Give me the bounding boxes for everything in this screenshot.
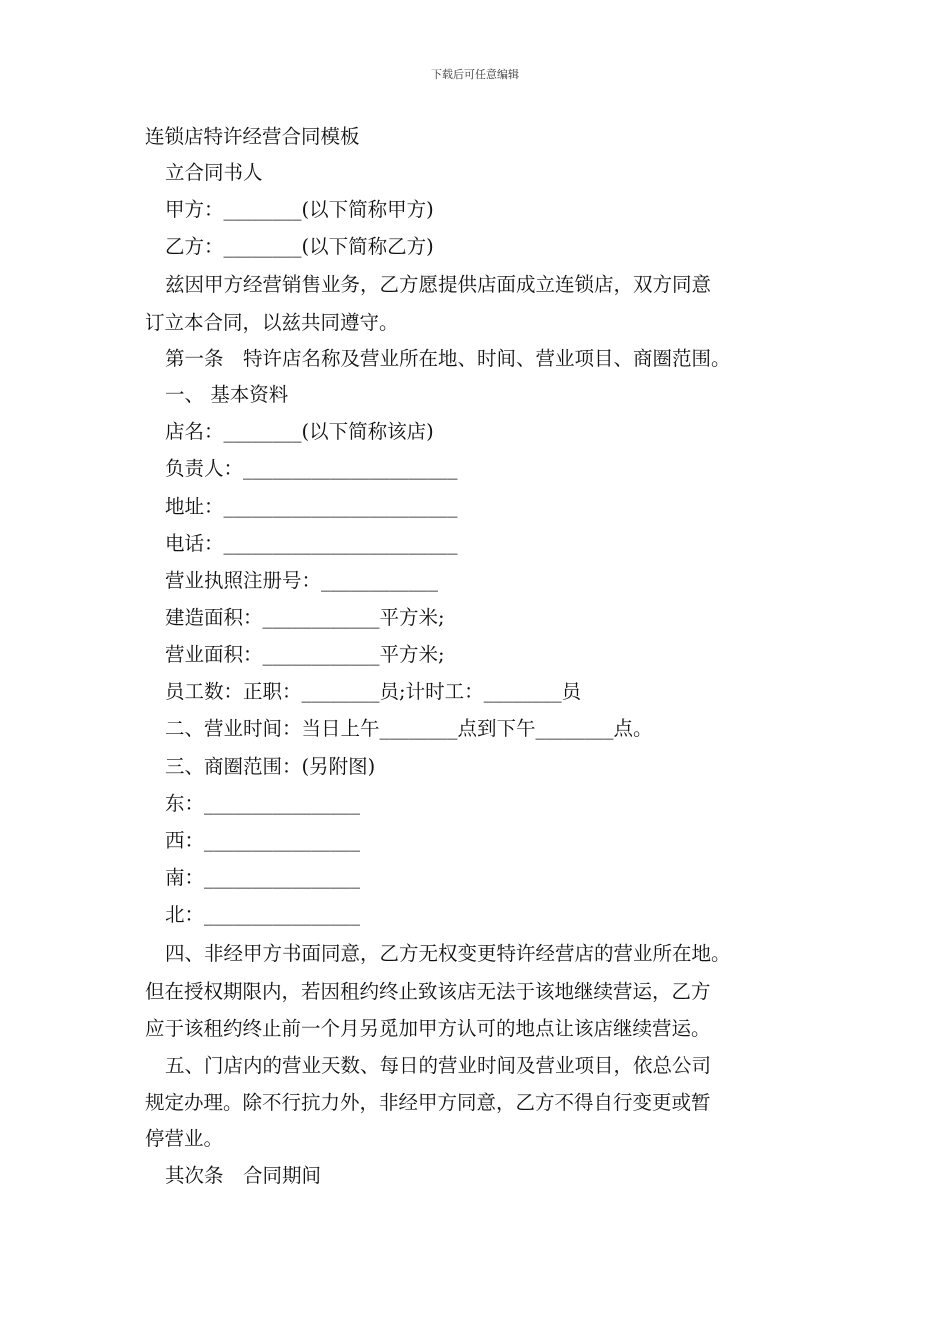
text-line: 应于该租约终止前一个月另觅加甲方认可的地点让该店继续营运。: [145, 1017, 711, 1040]
text-line: 订立本合同，以兹共同遵守。: [145, 311, 399, 334]
text-line: 西：________________: [165, 829, 361, 852]
text-line: 地址：________________________: [165, 495, 458, 518]
text-line: 三、商圈范围：(另附图): [165, 755, 376, 778]
text-line: 二、营业时间：当日上午________点到下午________点。: [165, 717, 653, 740]
text-line: 第一条 特许店名称及营业所在地、时间、营业项目、商圈范围。: [165, 347, 731, 370]
header-note: 下载后可任意编辑: [431, 68, 519, 81]
text-line: 立合同书人: [165, 161, 263, 184]
text-line: 四、非经甲方书面同意，乙方无权变更特许经营店的营业所在地。: [165, 942, 731, 965]
text-line: 营业执照注册号：____________: [165, 569, 439, 592]
text-line: 甲方：________(以下简称甲方): [165, 198, 434, 221]
text-line: 东：________________: [165, 792, 361, 815]
text-line: 乙方：________(以下简称乙方): [165, 235, 434, 258]
text-line: 但在授权期限内，若因租约终止致该店无法于该地继续营运，乙方: [145, 980, 711, 1003]
text-line: 员工数：正职：________员;计时工：________员: [165, 680, 582, 703]
document-title: 连锁店特许经营合同模板: [145, 125, 360, 148]
text-line: 南：________________: [165, 866, 361, 889]
text-line: 兹因甲方经营销售业务，乙方愿提供店面成立连锁店，双方同意: [165, 273, 712, 296]
text-line: 规定办理。除不行抗力外，非经甲方同意，乙方不得自行变更或暂: [145, 1091, 711, 1114]
text-line: 店名：________(以下简称该店): [165, 420, 434, 443]
text-line: 营业面积：____________平方米;: [165, 643, 445, 666]
text-line: 北：________________: [165, 903, 361, 926]
text-line: 停营业。: [145, 1127, 224, 1150]
text-line: 负责人：______________________: [165, 457, 458, 480]
text-line: 一、 基本资料: [165, 383, 289, 406]
text-line: 建造面积：____________平方米;: [165, 606, 445, 629]
text-line: 电话：________________________: [165, 532, 458, 555]
text-line: 五、门店内的营业天数、每日的营业时间及营业项目，依总公司: [165, 1054, 712, 1077]
text-line: 其次条 合同期间: [165, 1164, 322, 1187]
